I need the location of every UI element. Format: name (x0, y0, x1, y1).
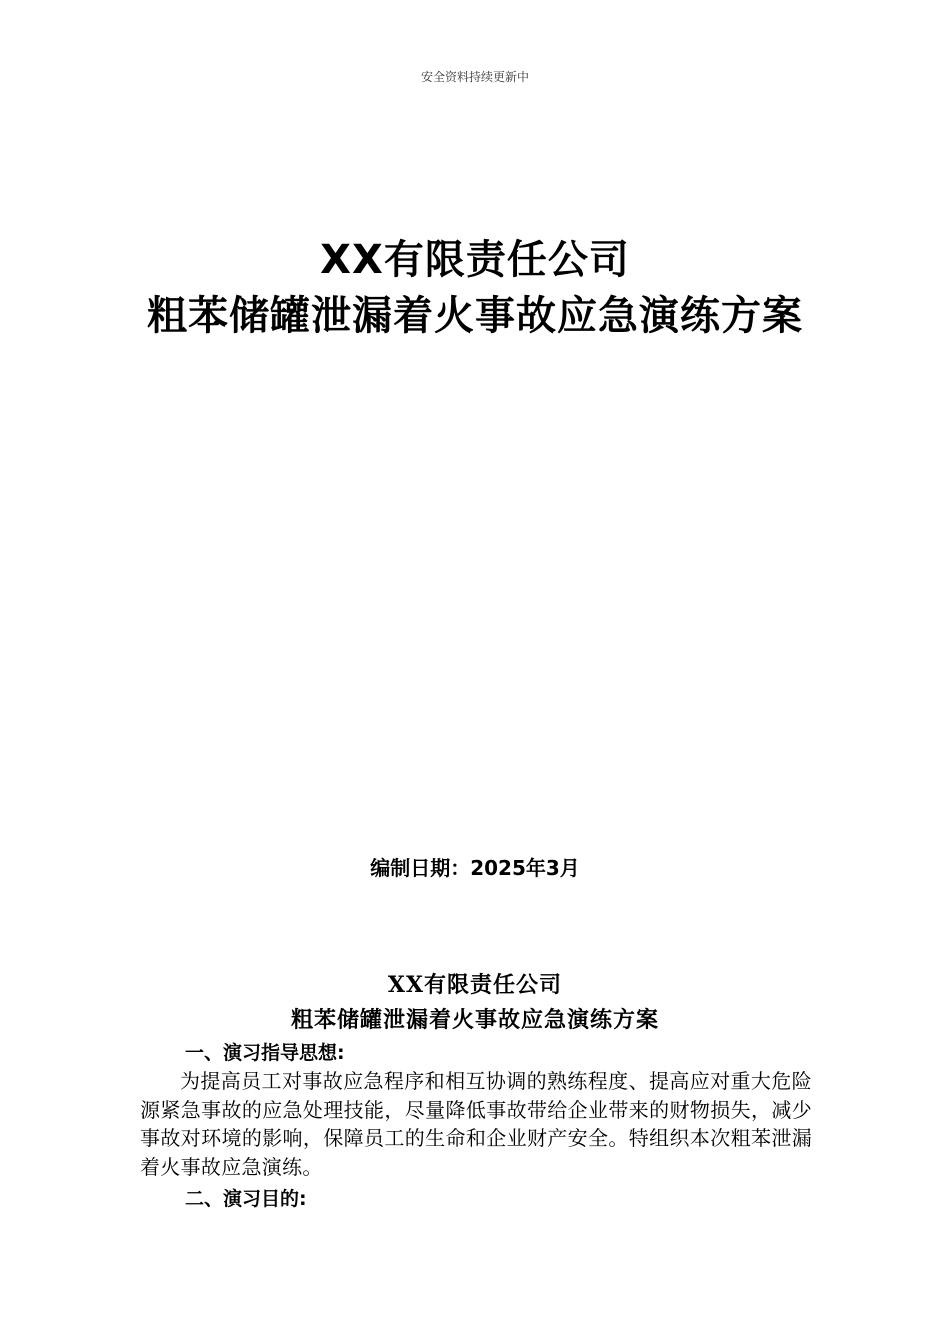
section-heading-purpose: 二、演习目的: (185, 1188, 307, 1210)
document-title-plan: 粗苯储罐泄漏着火事故应急演练方案 (290, 1007, 659, 1033)
header-note: 安全资料持续更新中 (420, 70, 529, 84)
document-title-company: XX有限责任公司 (387, 972, 563, 998)
cover-title-plan: 粗苯储罐泄漏着火事故应急演练方案 (147, 293, 803, 339)
section-heading-guiding-ideology: 一、演习指导思想: (185, 1042, 345, 1064)
section-paragraph-guiding-ideology: 为提高员工对事故应急程序和相互协调的熟练程度、提高应对重大危险源紧急事故的应急处理技能，尽量降低事故带给企业带来的财物损失，减少事故对环境的影响，保障员工的生命和企业财产安全。特组织本次粗苯泄漏着火事故应急演练。 (140, 1069, 812, 1179)
cover-title-company: XX有限责任公司 (320, 237, 630, 283)
compile-date: 编制日期：2025年3月 (370, 856, 580, 880)
